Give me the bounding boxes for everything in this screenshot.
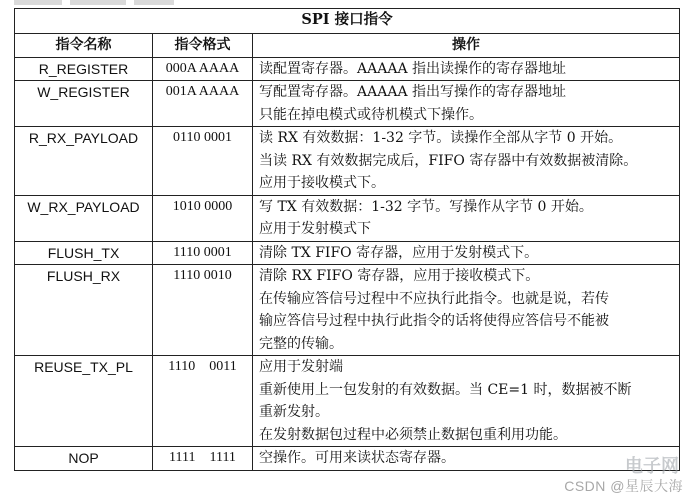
operation-line: 在发射数据包过程中必须禁止数据包重利用功能。 xyxy=(259,426,567,443)
operation-line: 应用于发射模式下 xyxy=(259,221,371,237)
operation-line: 写 TX 有效数据：1-32 字节。写操作从字节 0 开始。 xyxy=(259,198,593,215)
table-title: SPI 接口指令 xyxy=(15,9,680,34)
command-name: FLUSH_TX xyxy=(15,241,153,265)
table-row xyxy=(15,265,680,356)
command-format: 0110 0001 xyxy=(153,127,253,196)
command-name: NOP xyxy=(15,447,153,471)
operation-line: 只能在掉电模式或待机模式下操作。 xyxy=(259,106,483,123)
table-row xyxy=(15,195,680,241)
operation-cell xyxy=(253,241,680,265)
command-format: 1111 1111 xyxy=(153,447,253,471)
watermark-text: CSDN @星辰大海 xyxy=(564,478,683,494)
operation-line: 重新使用上一包发射的有效数据。当 CE=1 时，数据被不断 xyxy=(259,381,632,398)
header-command-name: 指令名称 xyxy=(15,34,153,58)
operation-line: 在传输应答信号过程中不应执行此指令。也就是说，若传 xyxy=(259,290,609,307)
command-name: W_REGISTER xyxy=(15,81,153,127)
table-row xyxy=(15,127,680,196)
table-row xyxy=(15,81,680,127)
command-name: R_REGISTER xyxy=(15,57,153,81)
operation-cell xyxy=(253,356,680,447)
command-name: FLUSH_RX xyxy=(15,265,153,356)
operation-line: 当读 RX 有效数据完成后，FIFO 寄存器中有效数据被清除。 xyxy=(259,152,638,169)
header-operation: 操作 xyxy=(253,34,680,58)
operation-line: 输应答信号过程中执行此指令的话将使得应答信号不能被 xyxy=(259,313,609,329)
operation-cell xyxy=(253,57,680,81)
operation-cell xyxy=(253,81,680,127)
command-format: 1110 0001 xyxy=(153,241,253,265)
table-row xyxy=(15,447,680,471)
command-name: R_RX_PAYLOAD xyxy=(15,127,153,196)
operation-line: 清除 TX FIFO 寄存器，应用于发射模式下。 xyxy=(259,244,539,261)
operation-line: 应用于发射端 xyxy=(259,359,343,375)
operation-cell xyxy=(253,265,680,356)
operation-cell xyxy=(253,195,680,241)
command-name: REUSE_TX_PL xyxy=(15,356,153,447)
operation-line: 读配置寄存器。AAAAA 指出读操作的寄存器地址 xyxy=(259,60,567,77)
operation-line: 完整的传输。 xyxy=(259,335,343,352)
operation-line: 应用于接收模式下。 xyxy=(259,175,385,191)
command-format: 001A AAAA xyxy=(153,81,253,127)
spi-command-table xyxy=(14,8,680,471)
table-row xyxy=(15,356,680,447)
top-edge-strip xyxy=(14,0,174,5)
operation-line: 清除 RX FIFO 寄存器，应用于接收模式下。 xyxy=(259,268,540,284)
header-command-format: 指令格式 xyxy=(153,34,253,58)
operation-cell xyxy=(253,447,680,471)
operation-line: 重新发射。 xyxy=(259,404,329,420)
command-format: 1110 0010 xyxy=(153,265,253,356)
operation-line: 空操作。可用来读状态寄存器。 xyxy=(259,450,455,466)
watermark-logo: 电子网 xyxy=(625,456,679,476)
table-row xyxy=(15,241,680,265)
table-row xyxy=(15,57,680,81)
command-name: W_RX_PAYLOAD xyxy=(15,195,153,241)
operation-line: 写配置寄存器。AAAAA 指出写操作的寄存器地址 xyxy=(259,84,567,100)
command-format: 1110 0011 xyxy=(153,356,253,447)
command-format: 1010 0000 xyxy=(153,195,253,241)
operation-line: 读 RX 有效数据：1-32 字节。读操作全部从字节 0 开始。 xyxy=(259,130,623,146)
command-format: 000A AAAA xyxy=(153,57,253,81)
operation-cell xyxy=(253,127,680,196)
